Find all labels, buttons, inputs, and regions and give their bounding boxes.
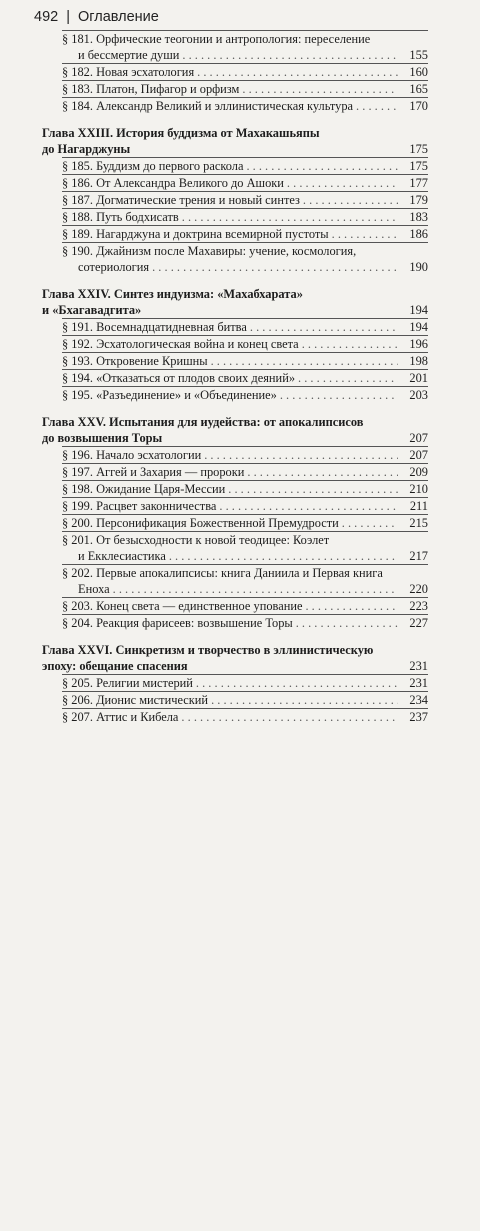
toc-entry	[42, 691, 428, 708]
entry-title: § 204. Реакция фарисеев: возвышение Торы	[62, 616, 296, 630]
entry-title: § 182. Новая эсхатология	[62, 65, 197, 79]
entry-page-number: 170	[409, 99, 428, 113]
entry-page-number: 203	[409, 388, 428, 402]
entry-title: § 191. Восемнадцатидневная битва	[62, 320, 250, 334]
toc-entry	[42, 564, 428, 597]
toc-entry	[42, 157, 428, 174]
toc-entry	[42, 463, 428, 480]
toc-entry	[42, 514, 428, 531]
entry-page-number: 175	[409, 159, 428, 173]
entry-title: § 205. Религии мистерий	[62, 676, 196, 690]
toc-entry	[42, 352, 428, 369]
entry-title: § 187. Догматические трения и новый синтез	[62, 193, 303, 207]
chapter-section	[42, 30, 428, 114]
entry-page-number: 237	[409, 710, 428, 724]
toc-entry	[42, 674, 428, 691]
entry-page-number: 215	[409, 516, 428, 530]
entry-title: § 183. Платон, Пифагор и орфизм	[62, 82, 242, 96]
entry-title: § 206. Дионис мистический	[62, 693, 211, 707]
chapter-heading-line: до Нагарджуны	[42, 142, 131, 156]
toc-entry	[42, 386, 428, 403]
entry-page-number: 217	[409, 549, 428, 563]
entry-title: § 181. Орфические теогонии и антропология: переселение	[62, 32, 373, 46]
entry-page-number: 223	[409, 599, 428, 613]
toc-entry	[42, 174, 428, 191]
toc-entry	[42, 369, 428, 386]
toc-entry	[42, 30, 428, 63]
entry-title: § 192. Эсхатологическая война и конец света	[62, 337, 302, 351]
entry-page-number: 183	[409, 210, 428, 224]
entry-title: § 202. Первые апокалипсисы: книга Даниила и Первая книга	[62, 566, 386, 580]
entry-title: § 197. Аггей и Захария — пророки	[62, 465, 247, 479]
chapter-page-number: 231	[409, 659, 428, 673]
entry-page-number: 165	[409, 82, 428, 96]
chapter-page-number: 194	[409, 303, 428, 317]
chapter-heading	[42, 125, 428, 157]
chapter-section	[42, 414, 428, 631]
section-list	[42, 157, 428, 275]
section-list	[42, 674, 428, 725]
entry-title: § 186. От Александра Великого до Ашоки	[62, 176, 287, 190]
entry-title: § 203. Конец света — единственное упование	[62, 599, 305, 613]
toc-entry	[42, 97, 428, 114]
chapter-heading-line: до возвышения Торы	[42, 431, 163, 445]
entry-page-number: 160	[409, 65, 428, 79]
entry-page-number: 201	[409, 371, 428, 385]
toc-entry	[42, 497, 428, 514]
entry-title: § 195. «Разъединение» и «Объединение»	[62, 388, 280, 402]
chapter-heading-line: эпоху: обещание спасения	[42, 659, 188, 673]
entry-page-number: 194	[409, 320, 428, 334]
running-title: Оглавление	[77, 9, 159, 25]
toc-entry	[42, 242, 428, 275]
entry-title: § 190. Джайнизм после Махавиры: учение, космология,	[62, 244, 359, 258]
chapter-page-number: 207	[409, 431, 428, 445]
entry-page-number: 177	[409, 176, 428, 190]
toc-entry	[42, 225, 428, 242]
entry-page-number: 234	[409, 693, 428, 707]
chapter-section	[42, 125, 428, 275]
toc-entry	[42, 208, 428, 225]
entry-page-number: 209	[409, 465, 428, 479]
entry-title: и Екклесиастика	[78, 549, 169, 563]
entry-title: § 198. Ожидание Царя-Мессии	[62, 482, 228, 496]
table-of-contents	[42, 30, 428, 725]
entry-title: § 207. Аттис и Кибела	[62, 710, 181, 724]
entry-page-number: 179	[409, 193, 428, 207]
header-separator: |	[66, 9, 70, 25]
entry-title: § 194. «Отказаться от плодов своих деяний»	[62, 371, 298, 385]
entry-page-number: 198	[409, 354, 428, 368]
entry-title: § 184. Александр Великий и эллинистическая культура	[62, 99, 356, 113]
entry-page-number: 196	[409, 337, 428, 351]
toc-entry	[42, 335, 428, 352]
entry-title: § 199. Расцвет законничества	[62, 499, 219, 513]
chapter-heading-line: Глава XXV. Испытания для иудейства: от апокалипсисов	[42, 415, 364, 429]
toc-entry	[42, 446, 428, 463]
entry-title: и бессмертие души	[78, 48, 182, 62]
entry-page-number: 231	[409, 676, 428, 690]
toc-entry	[42, 531, 428, 564]
chapter-section	[42, 642, 428, 725]
entry-page-number: 210	[409, 482, 428, 496]
chapter-heading	[42, 414, 428, 446]
chapter-heading	[42, 642, 428, 674]
toc-entry	[42, 63, 428, 80]
entry-title: Еноха	[78, 582, 113, 596]
section-list	[42, 30, 428, 114]
chapter-heading	[42, 286, 428, 318]
entry-title: § 200. Персонификация Божественной Премудрости	[62, 516, 342, 530]
toc-entry	[42, 614, 428, 631]
section-list	[42, 446, 428, 631]
entry-title: сотериология	[78, 260, 152, 274]
entry-page-number: 155	[409, 48, 428, 62]
entry-page-number: 211	[409, 499, 428, 513]
toc-entry	[42, 597, 428, 614]
page-number: 492	[34, 9, 59, 25]
entry-title: § 188. Путь бодхисатв	[62, 210, 182, 224]
entry-title: § 185. Буддизм до первого раскола	[62, 159, 246, 173]
entry-page-number: 227	[409, 616, 428, 630]
chapter-heading-line: и «Бхагавадгита»	[42, 303, 142, 317]
toc-entry	[42, 708, 428, 725]
entry-page-number: 207	[409, 448, 428, 462]
toc-entry	[42, 191, 428, 208]
entry-page-number: 220	[409, 582, 428, 596]
entry-page-number: 190	[409, 260, 428, 274]
chapter-heading-line: Глава XXVI. Синкретизм и творчество в эллинистическую	[42, 643, 374, 657]
entry-title: § 193. Откровение Кришны	[62, 354, 211, 368]
page-header	[34, 9, 159, 25]
toc-entry	[42, 80, 428, 97]
toc-entry	[42, 480, 428, 497]
entry-title: § 196. Начало эсхатологии	[62, 448, 204, 462]
chapter-heading-line: Глава XXIII. История буддизма от Махакашьяпы	[42, 126, 320, 140]
chapter-heading-line: Глава XXIV. Синтез индуизма: «Махабхарата»	[42, 287, 303, 301]
toc-entry	[42, 318, 428, 335]
chapter-page-number: 175	[409, 142, 428, 156]
chapter-section	[42, 286, 428, 403]
entry-title: § 189. Нагарджуна и доктрина всемирной пустоты	[62, 227, 332, 241]
section-list	[42, 318, 428, 403]
entry-page-number: 186	[409, 227, 428, 241]
entry-title: § 201. От безысходности к новой теодицее: Коэлет	[62, 533, 332, 547]
